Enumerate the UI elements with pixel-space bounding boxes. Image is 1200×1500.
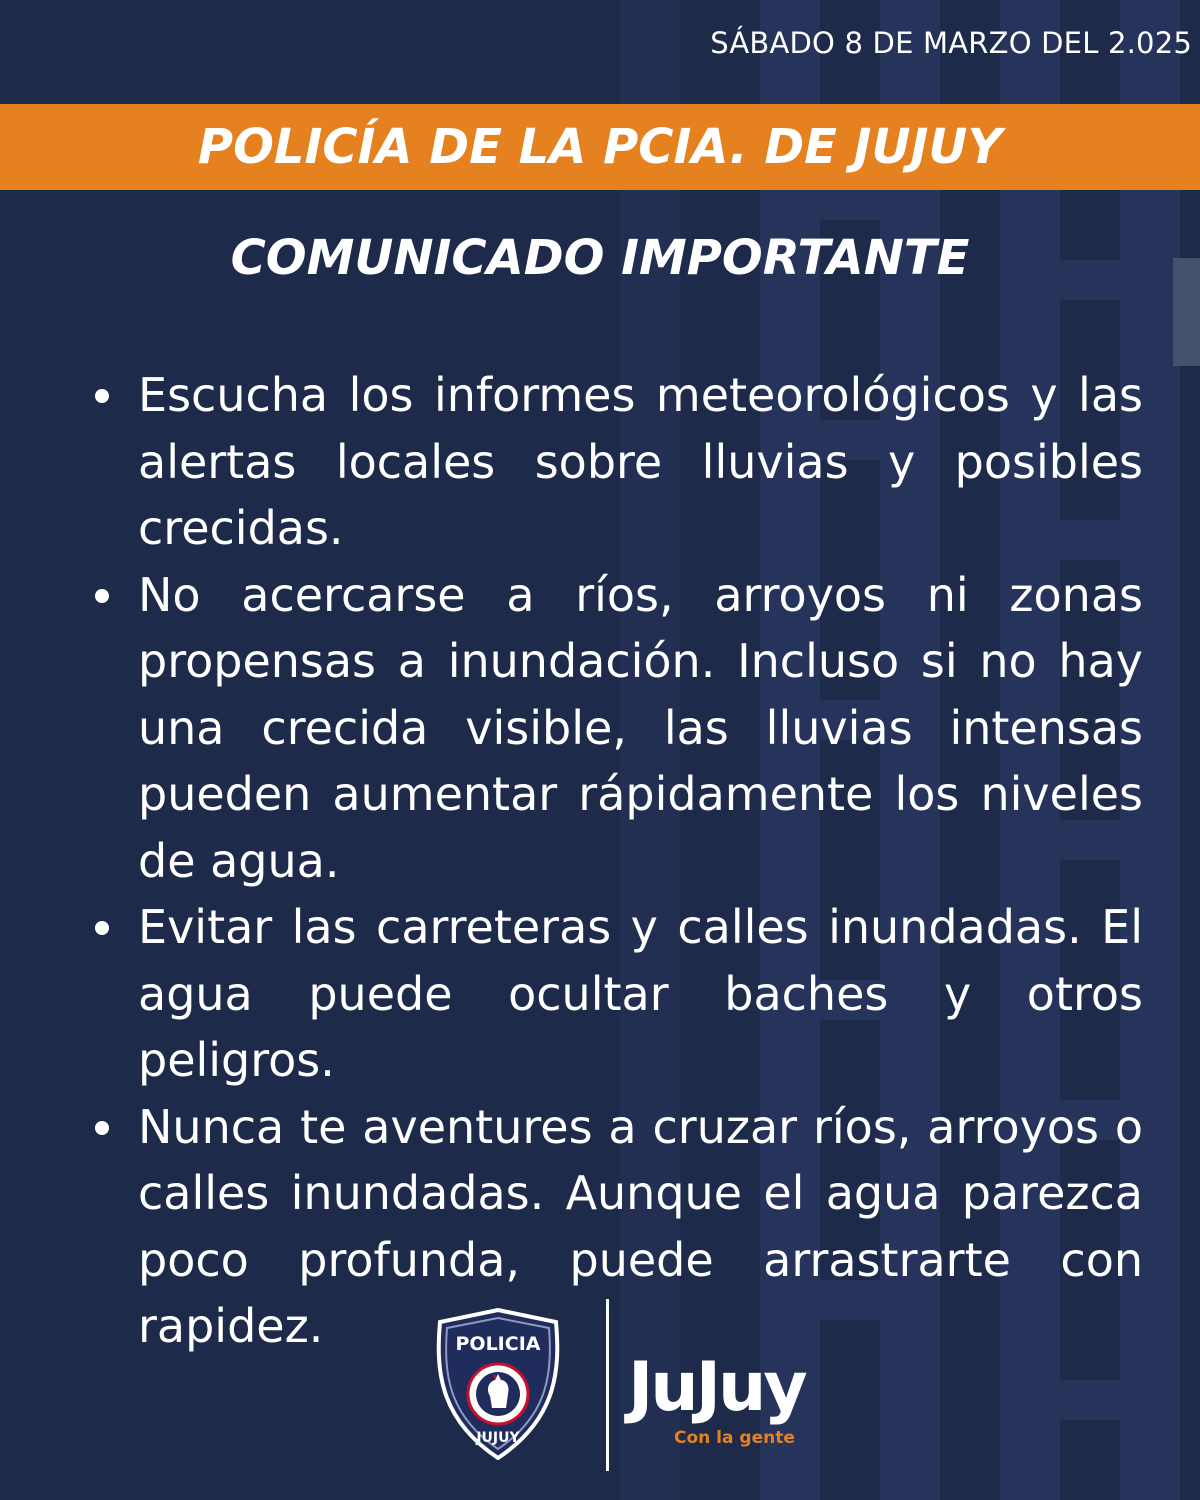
list-item-text: Evitar las carreteras y calles inundadas. El agua puede ocultar baches y otros peligros.: [138, 900, 1143, 1087]
date-label: SÁBADO 8 DE MARZO DEL 2.025: [710, 26, 1192, 60]
brand-name: JuJuy: [628, 1348, 805, 1427]
bullet-icon: [95, 389, 109, 403]
list-item: [138, 894, 1143, 1094]
list-item-text: Nunca te aventures a cruzar ríos, arroyos o calles inundadas. Aunque el agua parezca poco profunda, puede arrastrarte con rapidez.: [138, 1099, 1143, 1353]
list-item-text: No acercarse a ríos, arroyos ni zonas propensas a inundación. Incluso si no hay una crecida visible, las lluvias intensas pueden aumentar rápidamente los niveles de agua.: [138, 567, 1143, 888]
police-shield-icon: [432, 1308, 564, 1460]
list-item: [138, 362, 1143, 562]
title-banner: [0, 104, 1200, 190]
safety-tips-list: [138, 362, 1143, 1360]
page-subtitle: COMUNICADO IMPORTANTE: [230, 230, 970, 286]
jujuy-logo: [628, 1348, 838, 1454]
brand-tagline: Con la gente: [674, 1428, 795, 1448]
footer-divider: [606, 1299, 609, 1471]
page-title: POLICÍA DE LA PCIA. DE JUJUY: [197, 119, 1003, 175]
badge-text-top: POLICIA: [455, 1333, 541, 1355]
list-item-text: Escucha los informes meteorológicos y las alertas locales sobre lluvias y posibles crecidas.: [138, 368, 1143, 555]
side-tab-decoration: [1173, 258, 1200, 366]
bullet-icon: [95, 921, 109, 935]
list-item: [138, 562, 1143, 895]
bullet-icon: [95, 589, 109, 603]
badge-text-bottom: JUJUY: [476, 1430, 520, 1446]
footer-logos: [0, 1296, 1200, 1476]
bullet-icon: [95, 1121, 109, 1135]
